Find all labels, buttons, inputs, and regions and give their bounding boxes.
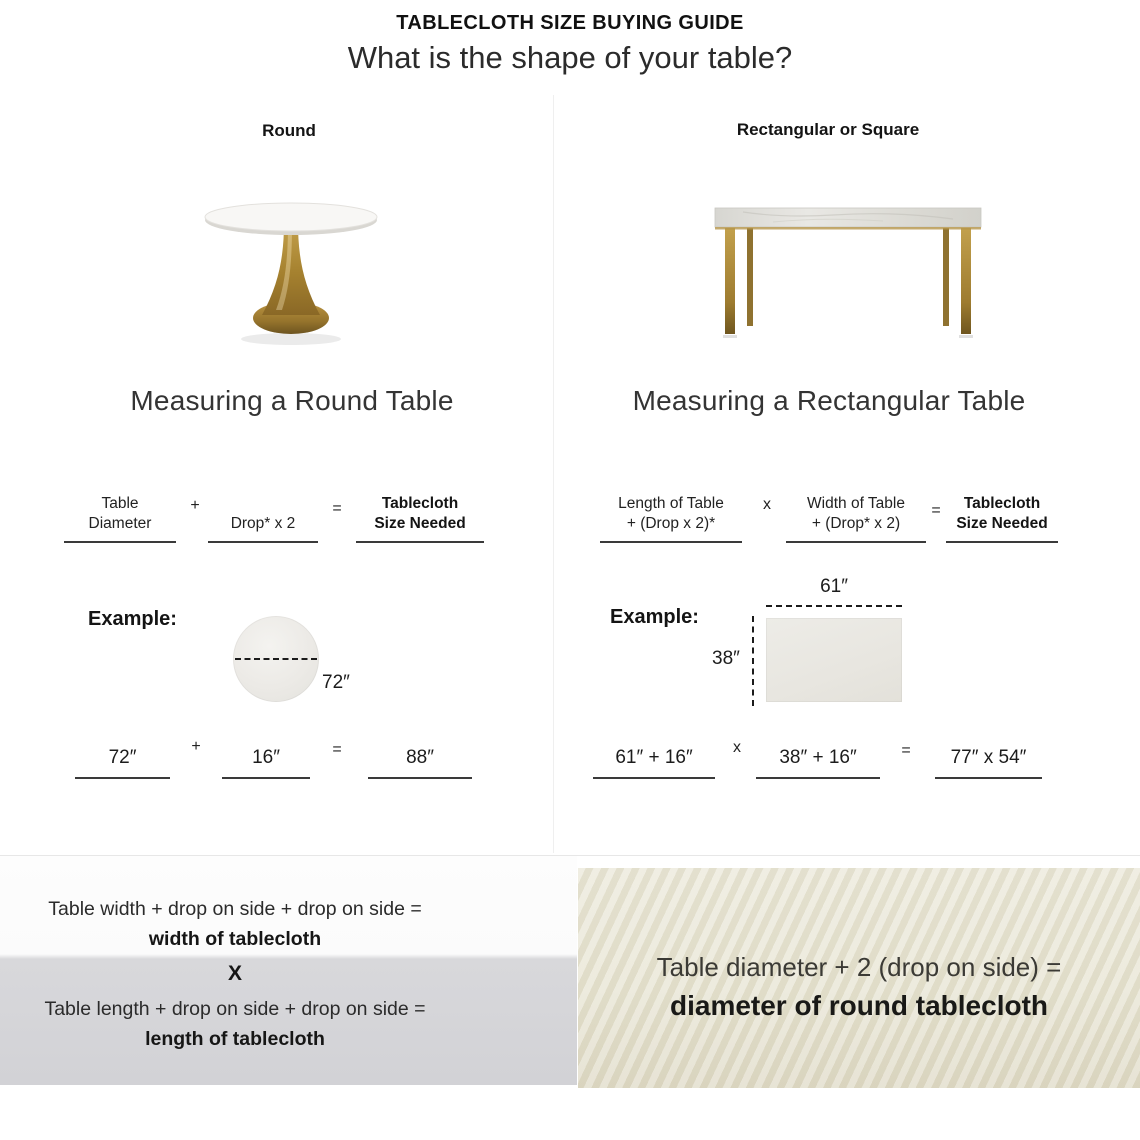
footnote-line: Table length + drop on side + drop on side = — [44, 998, 426, 1020]
rect-calc-times: x — [733, 739, 741, 756]
diameter-dimension-label: 72″ — [322, 672, 350, 693]
length-dimension-label: 61″ — [820, 576, 848, 597]
round-section-heading: Measuring a Round Table — [130, 385, 454, 416]
formula-line: Length of Table — [618, 495, 724, 513]
round-calc-plus: + — [191, 738, 201, 755]
rect-example-label: Example: — [610, 606, 699, 628]
footnote-operator: X — [227, 962, 242, 985]
formula-line: Tablecloth — [381, 495, 459, 513]
formula-line: Width of Table — [807, 495, 905, 513]
footnote-line: width of tablecloth — [148, 928, 322, 950]
page-subtitle: What is the shape of your table? — [347, 40, 793, 75]
formula-line: Diameter — [88, 515, 152, 533]
formula-line: Tablecloth — [963, 495, 1041, 513]
formula-line: Drop* x 2 — [230, 515, 296, 533]
length-dashed-line — [766, 605, 902, 607]
round-column-label: Round — [262, 121, 316, 140]
footnote-line: Table diameter + 2 (drop on side) = — [656, 952, 1062, 982]
footnote-line: diameter of round tablecloth — [669, 990, 1049, 1021]
round-footnote-panel — [578, 868, 1140, 1088]
round-formula-result — [356, 482, 484, 543]
rectangular-section-heading: Measuring a Rectangular Table — [632, 385, 1026, 416]
round-calc-diameter: 72″ — [75, 733, 170, 779]
rectangular-column-label: Rectangular or Square — [736, 120, 920, 139]
diameter-dashed-line — [235, 658, 317, 660]
formula-line: Size Needed — [374, 515, 466, 533]
round-formula-plus: + — [190, 497, 200, 514]
rect-calc-length: 61″ + 16″ — [593, 733, 715, 779]
formula-line: Table — [101, 495, 139, 513]
rect-calc-result: 77″ x 54″ — [935, 733, 1042, 779]
formula-line: + (Drop* x 2) — [811, 515, 901, 533]
round-formula-term-diameter — [64, 482, 176, 543]
round-formula-equals: = — [332, 500, 342, 517]
page-title: TABLECLOTH SIZE BUYING GUIDE — [396, 12, 744, 34]
footnote-line: Table width + drop on side + drop on side = — [48, 898, 422, 920]
rect-calc-equals: = — [901, 742, 911, 759]
round-calc-drop: 16″ — [222, 733, 310, 779]
rectangular-footnote-panel — [0, 856, 577, 1085]
formula-line: + (Drop x 2)* — [626, 515, 716, 533]
rect-formula-term-length — [600, 480, 742, 543]
rect-table-diagram — [766, 618, 902, 702]
round-formula-term-drop — [208, 482, 318, 543]
rectangular-table-image — [713, 198, 983, 343]
rect-formula-equals: = — [931, 502, 941, 519]
width-dimension-label: 38″ — [712, 648, 740, 669]
round-table-image — [196, 196, 386, 351]
round-calc-result: 88″ — [368, 733, 472, 779]
rect-formula-times: x — [763, 496, 771, 513]
round-calc-equals: = — [332, 741, 342, 758]
formula-line: Size Needed — [956, 515, 1048, 533]
rect-calc-width: 38″ + 16″ — [756, 733, 880, 779]
rect-formula-result — [946, 480, 1058, 543]
width-dashed-line — [752, 616, 754, 706]
rect-formula-term-width — [786, 480, 926, 543]
footnote-line: length of tablecloth — [145, 1028, 325, 1050]
column-divider — [553, 95, 554, 853]
round-example-label: Example: — [88, 608, 177, 630]
